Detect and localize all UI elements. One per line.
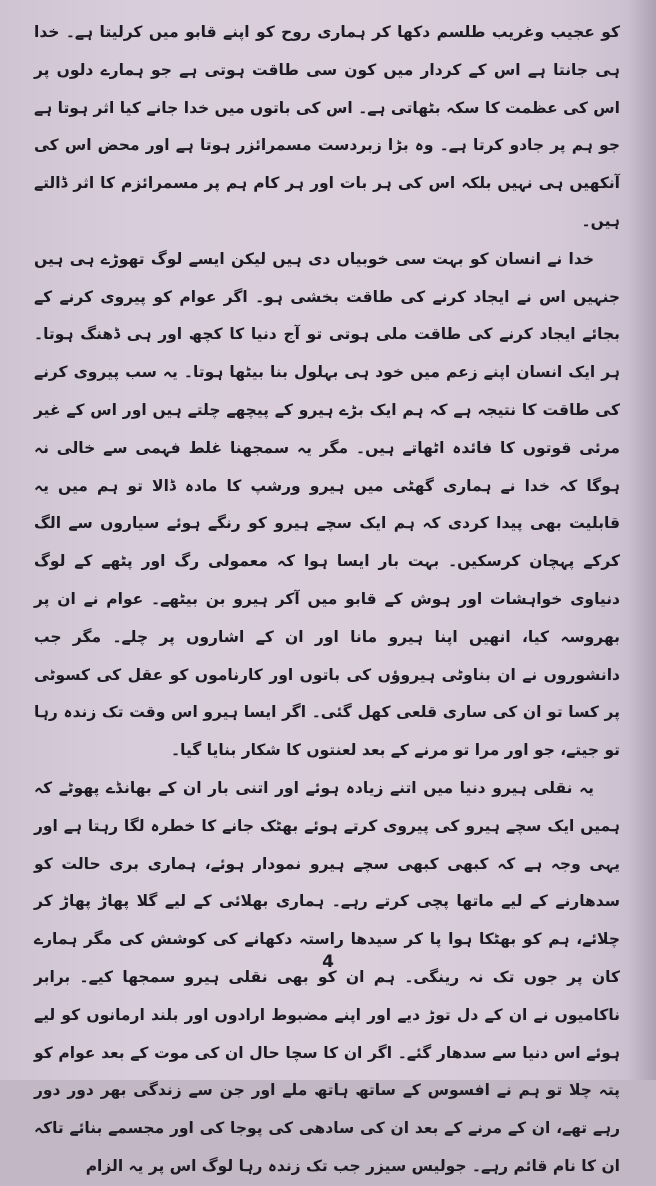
urdu-text-body	[34, 14, 620, 1186]
paragraph-1: کو عجیب وغریب طلسم دکھا کر ہماری روح کو اپنے قابو میں کرلیتا ہے۔ خدا ہی جانتا ہے اس کے کردار میں کون سی طاقت ہوتی ہے جو ہمارے دلوں پر اس کی عظمت کا سکہ بٹھاتی ہے۔ اس کی باتوں میں خدا جانے کیا اثر ہوتا ہے جو ہم پر جادو کرتا ہے۔ وہ بڑا زبردست مسمرائزر ہوتا ہے اور محض اس کی آنکھیں ہی نہیں بلکہ اس کی ہر بات اور ہر کام ہم پر مسمرائزم کا اثر ڈالتے ہیں۔	[34, 23, 620, 230]
page-number: 4	[322, 952, 334, 972]
paragraph-2: خدا نے انسان کو بہت سی خوبیاں دی ہیں لیکن ایسے لوگ تھوڑے ہی ہیں جنہیں اس نے ایجاد کرنے کی طاقت بخشی ہو۔ اگر عوام کو پیروی کرنے کے بجائے ایجاد کرنے کی طاقت ملی ہوتی تو آج دنیا کا کچھ اور ہی ڈھنگ ہوتا۔ ہر ایک انسان اپنے زعم میں خود ہی بہلول بنا بیٹھا ہوتا۔ یہ سب پیروی کرنے کی طاقت کا نتیجہ ہے کہ ہم ایک بڑے ہیرو کے پیچھے چلتے ہیں اور اس کے غیر مرئی قوتوں کا فائدہ اٹھاتے ہیں۔ مگر یہ سمجھنا غلط فہمی سے خالی نہ ہوگا کہ خدا نے ہماری گھٹی میں ہیرو ورشپ کا مادہ ڈالا تو ہم میں یہ قابلیت بھی پیدا کردی کہ ہم ایک سچے ہیرو کو رنگے ہوئے سیاروں سے الگ کرکے پہچان کرسکیں۔ بہت بار ایسا ہوا کہ معمولی رگ اور پٹھے کے لوگ دنیاوی خواہشات اور ہوش کے قابو میں آکر ہیرو بن بیٹھے۔ عوام نے ان پر بھروسہ کیا، انھیں اپنا ہیرو مانا اور ان کے اشاروں پر چلے۔ مگر جب دانشوروں نے ان بناوٹی ہیروؤں کی باتوں اور کارناموں کو عقل کی کسوٹی پر کسا تو ان کی ساری قلعی کھل گئی۔ اگر ایسا ہیرو اس وقت تک زندہ رہا تو جیتے، جو اور مرا تو مرنے کے بعد لعنتوں کا شکار بنایا گیا۔	[34, 249, 620, 760]
paragraph-3: یہ نقلی ہیرو دنیا میں اتنے زیادہ ہوئے اور اتنی بار ان کے بھانڈے پھوٹے کہ ہمیں ایک سچے ہیرو کی پیروی کرتے ہوئے بھٹک جانے کا خطرہ لگا رہتا ہے اور یہی وجہ ہے کہ کبھی کبھی سچے ہیرو نمودار ہوئے، ہماری بری حالت کو سدھارنے کے لیے ماتھا پچی کرتے رہے۔ ہماری بھلائی کے لیے گلا پھاڑ پھاڑ کر چلائے، ہم کو بھٹکا ہوا پا کر سیدھا راستہ دکھانے کی کوشش کی مگر ہمارے کان پر جوں تک نہ رینگی۔ ہم ان کو بھی نقلی ہیرو سمجھا کیے۔ برابر ناکامیوں نے ان کے دل توڑ دیے اور اپنے مضبوط ارادوں اور بلند ارمانوں کو لیے ہوئے اس دنیا سے سدھار گئے۔ اگر ان کا سچا حال ان کی موت کے بعد عوام کو پتہ چلا تو ہم نے افسوس کے ساتھ ہاتھ ملے اور جن سے زندگی بھر دور دور رہے تھے، ان کے مرنے کے بعد ان کی سادھی کی پوجا کی اور مجسمے بنائے تاکہ ان کا نام قائم رہے۔ جولیس سیزر جب تک زندہ رہا لوگ اس پر یہ الزام	[34, 778, 620, 1175]
